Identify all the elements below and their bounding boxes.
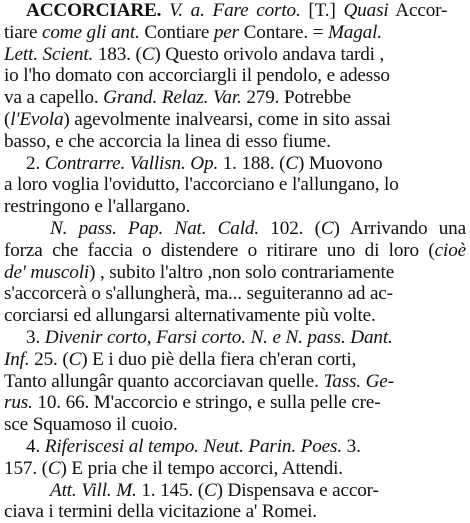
text-segment: corciarsi ed allungarsi alternativamente più volte. — [4, 305, 376, 327]
entry-line — [4, 305, 466, 327]
italic-text: C — [47, 457, 61, 479]
text-segment: ) Dispensava e accor- — [216, 479, 379, 501]
text-segment: 279. Potrebbe — [241, 87, 351, 109]
entry-line — [4, 44, 466, 66]
text-segment: 102. ( — [259, 217, 321, 239]
italic-text: Inf. — [4, 348, 30, 370]
text-segment: Tanto allungâr quanto accorciavan quelle. — [4, 370, 324, 392]
italic-text: Att. Vill. M. — [50, 479, 137, 501]
entry-line — [4, 174, 466, 196]
text-segment: ciava i termini della vicitazione a' Romei. — [4, 501, 317, 523]
entry-line — [4, 196, 466, 218]
italic-text: Magal. — [327, 21, 382, 43]
italic-text: Quasi — [343, 0, 389, 21]
entry-line — [4, 22, 466, 44]
italic-text: Tass. Ge- — [323, 370, 394, 392]
entry-line — [4, 0, 466, 22]
entry-line — [4, 392, 466, 414]
italic-text: C — [68, 348, 82, 370]
entry-line — [4, 283, 466, 305]
italic-text: cioè — [434, 239, 466, 261]
italic-text: C — [285, 152, 298, 174]
text-segment: io l'ho domato con accorciargli il pendolo, e adesso — [4, 65, 390, 87]
text-segment: 25. ( — [29, 348, 69, 370]
entry-line — [4, 436, 466, 458]
entry-line — [4, 458, 466, 480]
italic-text: C — [203, 479, 217, 501]
italic-text: Lett. Scient. — [4, 43, 94, 65]
text-segment: 1. 188. ( — [218, 152, 286, 174]
entry-line — [4, 109, 466, 131]
italic-text: Divenir corto, Farsi corto. N. e N. pass. Dant. — [44, 326, 393, 348]
text-segment: basso, e che accorcia la linea di esso fiume. — [4, 130, 331, 152]
entry-line — [4, 131, 466, 153]
entry-line — [4, 501, 466, 523]
text-segment: s'accorcerà o s'allungherà, ma... seguiteranno ad ac- — [4, 283, 393, 305]
text-segment: va a capello. — [4, 87, 104, 109]
text-segment: Contiare — [139, 21, 214, 43]
italic-text: come gli ant. — [41, 21, 140, 43]
italic-text: l'Evola — [10, 108, 64, 130]
text-segment: ) agevolmente inalvearsi, come in sito assai — [63, 108, 391, 130]
text-segment: Contare. = — [239, 21, 328, 43]
text-segment: ) Questo orivolo andava tardi , — [154, 43, 385, 65]
entry-line — [4, 65, 466, 87]
text-segment: a loro voglia l'ovidutto, l'accorciano e l'allungano, lo — [4, 174, 399, 196]
text-segment: ) Arrivando una — [333, 217, 466, 239]
entry-line — [4, 240, 466, 262]
italic-text: C — [320, 217, 334, 239]
entry-line — [4, 414, 466, 436]
text-segment: ) E pria che il tempo accorci, Attendi. — [60, 457, 343, 479]
italic-text: V. a. Fare corto. — [169, 0, 301, 21]
text-segment: [T.] — [300, 0, 344, 21]
entry-line — [4, 87, 466, 109]
entry-line — [4, 371, 466, 393]
italic-text: Riferiscesi al tempo. Neut. Parin. Poes. — [44, 435, 342, 457]
headword: ACCORCIARE. — [26, 0, 162, 21]
text-segment: 3. — [341, 435, 361, 457]
italic-text: rus. — [4, 392, 33, 414]
entry-line — [4, 262, 466, 284]
italic-text: Grand. Relaz. Var. — [103, 87, 242, 109]
text-segment: ) , subito l'altro ,non solo contrariamente — [89, 261, 395, 283]
text-segment: 3. — [26, 326, 45, 348]
text-segment: restringono e l'allargano. — [4, 196, 191, 218]
entry-line — [4, 349, 466, 371]
entry-line — [4, 218, 466, 240]
text-segment: 1. 145. ( — [136, 479, 204, 501]
italic-text: N. pass. Pap. Nat. Cald. — [50, 217, 260, 239]
text-segment: Accor- — [388, 0, 448, 21]
dictionary-entry — [4, 0, 466, 523]
italic-text: de' muscoli — [4, 261, 90, 283]
italic-text: Contrarre. Vallisn. Op. — [44, 152, 219, 174]
entry-line — [4, 153, 466, 175]
text-segment: ) Muovono — [298, 152, 383, 174]
text-segment: ) E i duo piè della fiera ch'eran corti, — [81, 348, 357, 370]
entry-line — [4, 480, 466, 502]
text-segment: 183. ( — [93, 43, 142, 65]
italic-text: C — [141, 43, 155, 65]
text-segment: 4. — [26, 435, 45, 457]
text-segment: ( — [4, 108, 11, 130]
text-segment: sce Squamoso il cuoio. — [4, 414, 178, 436]
text-segment: tiare — [4, 21, 42, 43]
entry-line — [4, 327, 466, 349]
text-segment: forza che faccia o distendere o ritirare uno di loro ( — [4, 239, 435, 261]
text-segment: 2. — [26, 152, 45, 174]
italic-text: per — [213, 21, 239, 43]
text-segment: 10. 66. M'accorcio e stringo, e sulla pelle cre- — [32, 392, 381, 414]
text-segment: 157. ( — [4, 457, 48, 479]
